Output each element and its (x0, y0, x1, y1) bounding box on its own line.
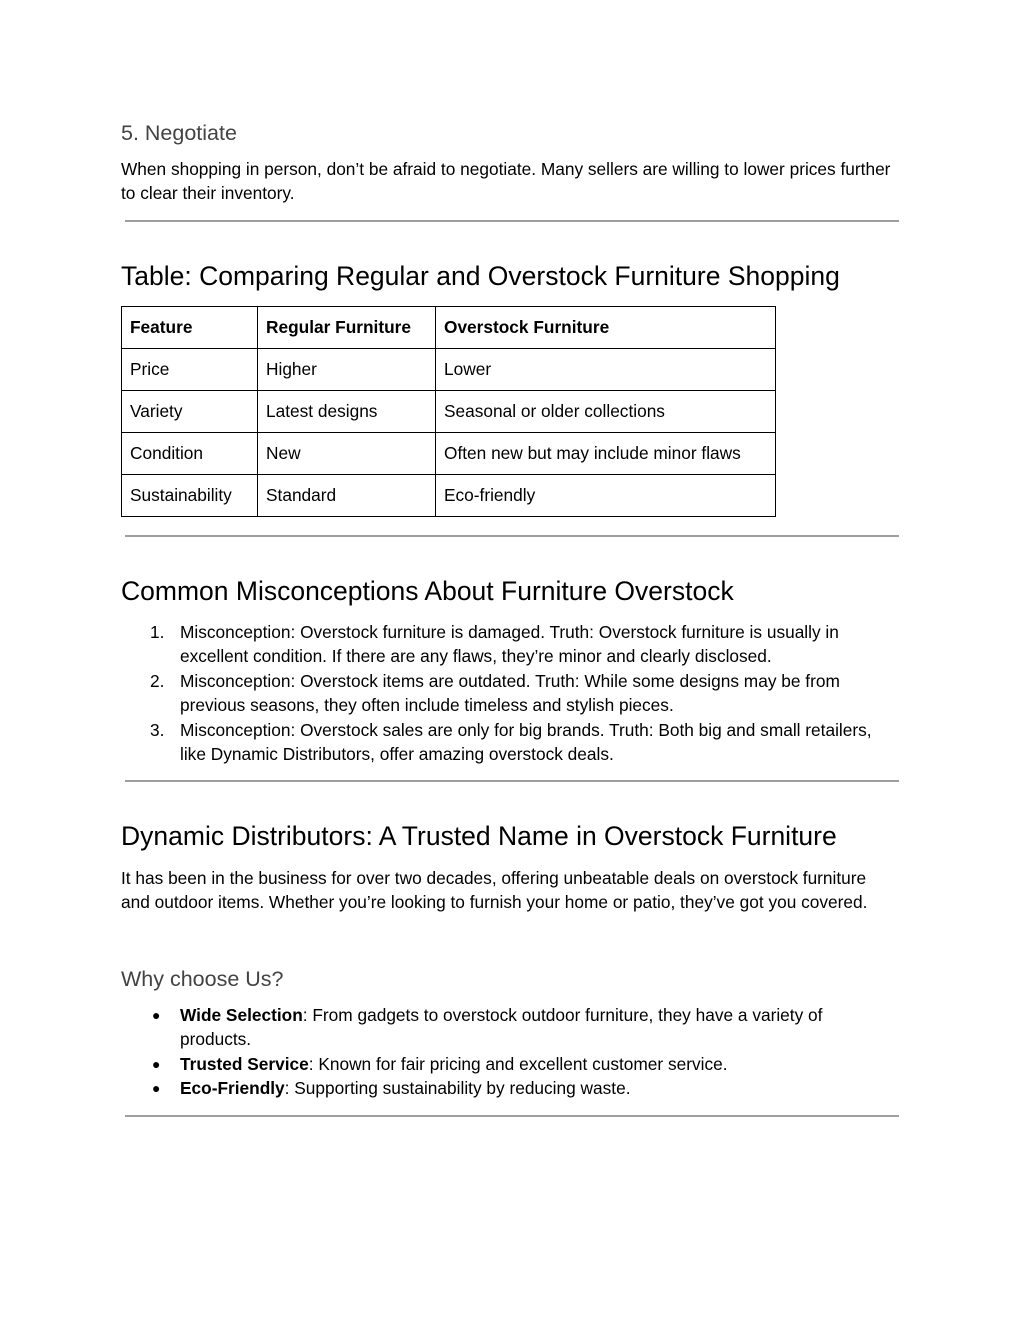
list-item (121, 620, 891, 669)
divider (125, 220, 899, 222)
table-cell: Higher (258, 349, 436, 391)
table-cell: Eco-friendly (436, 475, 776, 517)
list-item-title: Wide Selection (180, 1005, 303, 1025)
list-item-title: Eco-Friendly (180, 1078, 285, 1099)
misconceptions-list (121, 620, 891, 766)
comparison-table (121, 306, 776, 517)
table-cell: Often new but may include minor flaws (436, 433, 776, 475)
list-number: 2. (150, 670, 165, 691)
table-cell: Condition (122, 433, 258, 475)
table-row (122, 349, 776, 391)
list-item-title: Trusted Service (180, 1053, 309, 1074)
table-cell: Sustainability (122, 475, 258, 517)
list-number: 1. (150, 622, 165, 642)
list-item (121, 1052, 891, 1076)
list-number: 3. (150, 719, 165, 740)
bullet-icon: ● (152, 1080, 161, 1097)
table-section-heading: Table: Comparing Regular and Overstock Furniture Shopping (121, 261, 840, 291)
table-row (122, 391, 776, 433)
why-list (121, 1003, 891, 1101)
table-cell: Price (122, 349, 258, 391)
table-cell: Latest designs (258, 391, 436, 433)
table-cell: Variety (122, 391, 258, 433)
list-item-text: Misconception: Overstock items are outdated. Truth: While some designs may be from previous seasons, they often include timeless and stylish pieces. (180, 670, 840, 716)
table-header-row (122, 307, 776, 349)
list-item (121, 669, 891, 718)
divider (125, 780, 899, 782)
list-item (121, 1003, 891, 1052)
divider (125, 535, 899, 537)
list-item-text: : From gadgets to overstock outdoor furniture, they have a variety of products. (180, 1005, 823, 1050)
table-header-cell: Feature (122, 307, 258, 349)
dynamic-heading: Dynamic Distributors: A Trusted Name in Overstock Furniture (121, 821, 837, 851)
list-item-text: : Known for fair pricing and excellent customer service. (308, 1053, 728, 1074)
table-cell: Seasonal or older collections (436, 391, 776, 433)
table-cell: Standard (258, 475, 436, 517)
negotiate-paragraph: When shopping in person, don’t be afraid to negotiate. Many sellers are willing to lower prices further to clear their inventory. (121, 159, 891, 204)
list-item (121, 1076, 891, 1100)
table-cell: Lower (436, 349, 776, 391)
why-heading: Why choose Us? (121, 967, 284, 991)
negotiate-heading: 5. Negotiate (121, 121, 237, 145)
bullet-icon: ● (152, 1007, 161, 1023)
table-header-cell: Overstock Furniture (436, 307, 776, 349)
table-row (122, 475, 776, 517)
misconceptions-heading: Common Misconceptions About Furniture Overstock (121, 576, 734, 606)
list-item-text: Misconception: Overstock sales are only for big brands. Truth: Both big and small retailers, like Dynamic Distributors, offer amazing overstock deals. (180, 719, 872, 765)
divider (125, 1115, 899, 1117)
list-item-text: Misconception: Overstock furniture is damaged. Truth: Overstock furniture is usually in excellent condition. If there are any flaws, they’re minor and clearly disclosed. (180, 622, 839, 667)
list-item-text: : Supporting sustainability by reducing waste. (284, 1078, 631, 1099)
list-item (121, 718, 891, 767)
table-header-cell: Regular Furniture (258, 307, 436, 349)
table-cell: New (258, 433, 436, 475)
table-row (122, 433, 776, 475)
dynamic-paragraph: It has been in the business for over two decades, offering unbeatable deals on overstock furniture and outdoor items. Whether you’re looking to furnish your home or patio, they’ve got you covered. (121, 868, 868, 913)
bullet-icon: ● (152, 1055, 161, 1072)
